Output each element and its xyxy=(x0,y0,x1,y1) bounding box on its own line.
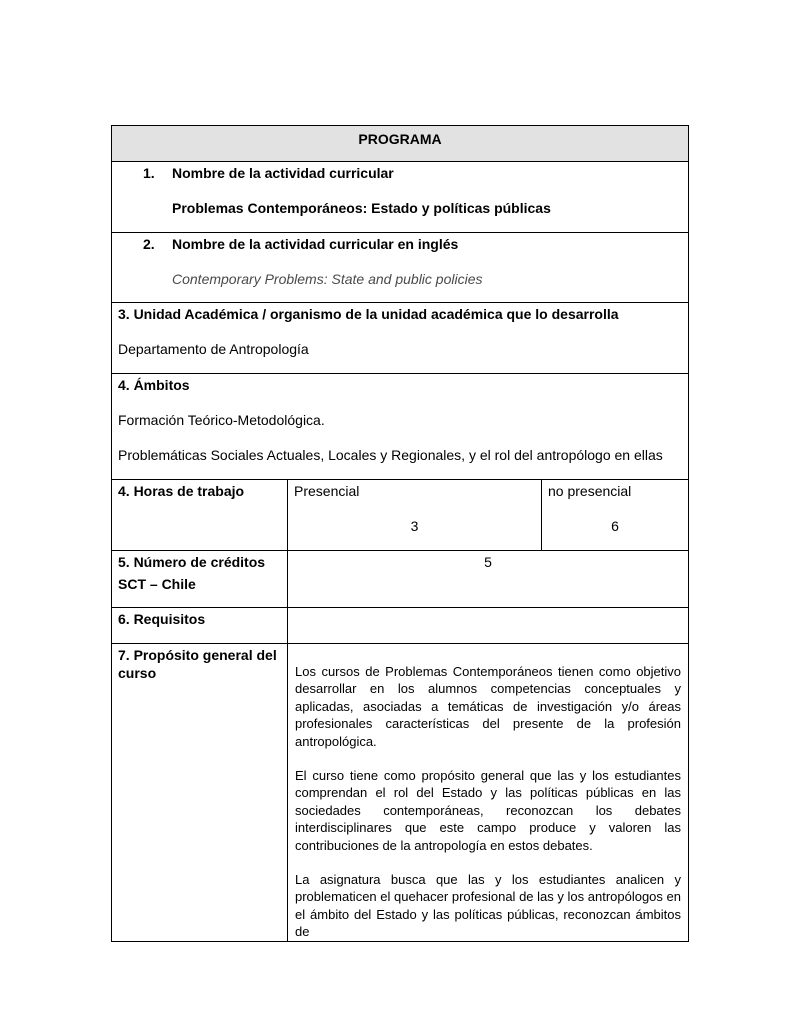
section-1-cell xyxy=(112,162,689,233)
section-2-value: Contemporary Problems: State and public policies xyxy=(172,271,483,287)
program-table xyxy=(111,125,689,942)
section-6-label: 6. Requisitos xyxy=(112,608,288,644)
section-5-label-line-2: SCT – Chile xyxy=(118,576,196,592)
section-2-heading xyxy=(118,235,682,253)
section-7-content xyxy=(288,644,689,942)
section-6-row xyxy=(112,608,689,644)
no-presencial-cell xyxy=(542,480,689,551)
header-row xyxy=(112,126,689,162)
section-1-label: Nombre de la actividad curricular xyxy=(172,165,394,181)
section-1-row xyxy=(112,162,689,233)
section-5-value: 5 xyxy=(288,551,689,608)
section-3-row xyxy=(112,303,689,374)
section-3-label: 3. Unidad Académica / organismo de la unidad académica que lo desarrolla xyxy=(118,306,619,322)
section-4a-row xyxy=(112,374,689,480)
section-2-row xyxy=(112,233,689,303)
section-7-paragraph-1: Los cursos de Problemas Contemporáneos tienen como objetivo desarrollar en los alumnos competencias conceptuales y aplicadas, asociadas a temáticas de investigación y/o áreas profesionales características del presente de la profesión antropológica. xyxy=(295,664,681,749)
section-1-heading xyxy=(118,164,682,182)
section-4a-value-2: Problemáticas Sociales Actuales, Locales y Regionales, y el rol del antropólogo en ellas xyxy=(118,447,663,463)
section-6-value xyxy=(288,608,689,644)
section-4b-row xyxy=(112,480,689,551)
section-7-paragraph-3: La asignatura busca que las y los estudiantes analicen y problematicen el quehacer profesional de las y los antropólogos en el ámbito del Estado y las políticas públicas, reconozcan ámbitos de xyxy=(295,872,681,940)
section-5-label-cell xyxy=(112,551,288,608)
no-presencial-value: 6 xyxy=(611,518,619,534)
section-1-number: 1. xyxy=(143,165,155,181)
section-5-row xyxy=(112,551,689,608)
section-1-value: Problemas Contemporáneos: Estado y políticas públicas xyxy=(172,200,551,216)
section-2-cell xyxy=(112,233,689,303)
section-4a-label: 4. Ámbitos xyxy=(118,377,190,393)
section-7-label: 7. Propósito general del curso xyxy=(112,644,288,942)
no-presencial-label: no presencial xyxy=(548,483,632,499)
section-7-paragraph-2: El curso tiene como propósito general que las y los estudiantes comprendan el rol del Estado y las políticas públicas en las sociedades contemporáneas, reconozcan los debates interdisciplinares que este campo produce y valoren las contribuciones de la antropología en estos debates. xyxy=(295,768,681,853)
section-4a-value-1: Formación Teórico-Metodológica. xyxy=(118,412,325,428)
presencial-value: 3 xyxy=(410,518,419,534)
section-2-label: Nombre de la actividad curricular en inglés xyxy=(172,236,459,252)
section-3-cell xyxy=(112,303,689,374)
section-4a-cell xyxy=(112,374,689,480)
section-3-value: Departamento de Antropología xyxy=(118,341,309,357)
section-7-row xyxy=(112,644,689,942)
presencial-label: Presencial xyxy=(294,483,360,499)
section-2-number: 2. xyxy=(143,236,155,252)
table-header: PROGRAMA xyxy=(112,126,689,162)
section-5-label-line-1: 5. Número de créditos xyxy=(118,554,266,570)
presencial-cell xyxy=(288,480,542,551)
section-4b-label: 4. Horas de trabajo xyxy=(112,480,288,551)
